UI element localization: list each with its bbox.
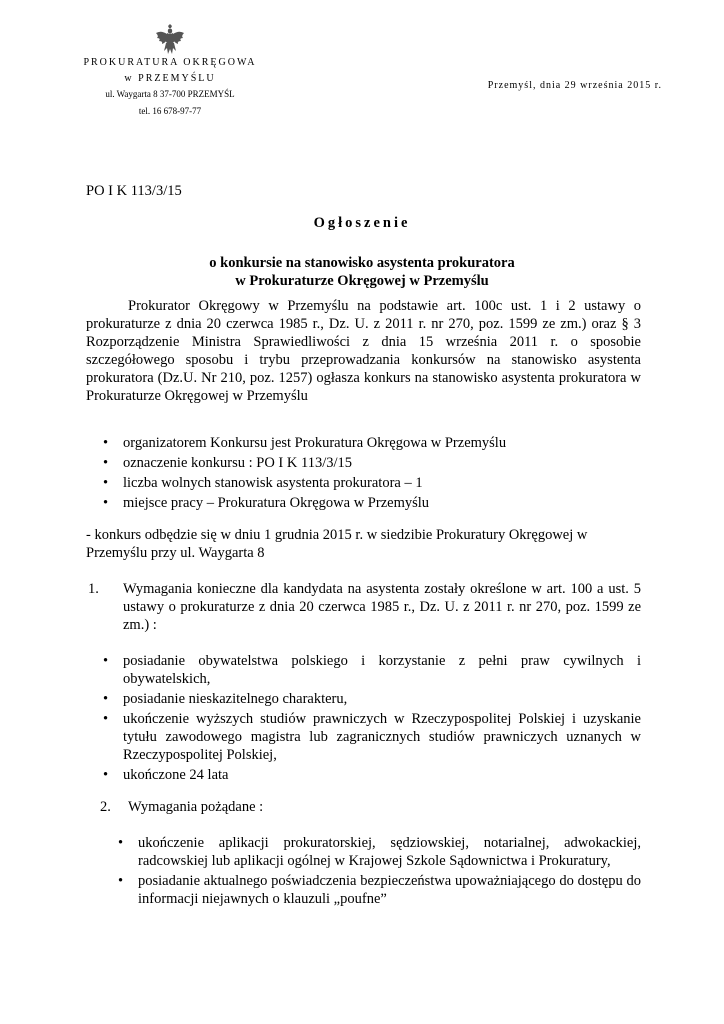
section1-heading: Wymagania konieczne dla kandydata na asystenta zostały określone w art. 100 a ust. 5 ustawy o prokuraturze z dnia 20 czerwca 1985 r., Dz. U. z 2011 r. nr 270, poz. 1599 ze zm.) : xyxy=(123,581,641,633)
list-item: • ukończenie aplikacji prokuratorskiej, sędziowskiej, notarialnej, adwokackiej, radcowskiej lub aplikacji ogólnej w Krajowej Szkole Sądownictwa i Prokuratury, xyxy=(138,834,641,870)
venue-text: - konkurs odbędzie się w dniu 1 grudnia 2015 r. w siedzibie Prokuratury Okręgowej w Przemyślu przy ul. Waygarta 8 xyxy=(86,527,588,561)
list-item: • organizatorem Konkursu jest Prokuratura Okręgowa w Przemyślu xyxy=(123,433,623,453)
section1-number: 1. xyxy=(88,581,99,597)
list-item: • posiadanie nieskazitelnego charakteru, xyxy=(123,690,641,708)
office-city: w PRZEMYŚLU xyxy=(124,73,216,84)
document-title: Ogłoszenie xyxy=(313,215,411,231)
office-address: ul. Waygarta 8 37-700 PRZEMYŚL xyxy=(105,89,235,99)
venue-paragraph xyxy=(86,526,641,562)
subtitle-line2: w Prokuraturze Okręgowej w Przemyślu xyxy=(235,273,489,289)
section2-heading: Wymagania pożądane : xyxy=(128,799,264,815)
document-date: Przemyśl, dnia 29 września 2015 r. xyxy=(487,80,662,91)
reference-number: PO I K 113/3/15 xyxy=(86,183,182,199)
list-item: • ukończenie wyższych studiów prawniczych w Rzeczypospolitej Polskiej i uzyskanie tytułu zawodowego magistra lub zagranicznych studiów prawniczych uznanych w Rzeczypospolitej Polskiej, xyxy=(123,710,641,764)
eagle-emblem-icon xyxy=(155,24,185,56)
intro-text: Prokurator Okręgowy w Przemyślu na podstawie art. 100c ust. 1 i 2 ustawy o prokuraturze z dnia 20 czerwca 1985 r., Dz. U. z 2011 r. nr 270, poz. 1599 ze zm.) oraz § 3 Rozporządzenie Ministra Sprawiedliwości z dnia 15 września 2011 r. o sposobie szczegółowego sposobu i trybu przeprowadzania konkursów na stanowisko asystenta prokuratora (Dz.U. Nr 210, poz. 1257) ogłasza konkurs na stanowisko asystenta prokuratora w Prokuraturze Okręgowej w Przemyślu xyxy=(86,298,641,404)
list-item: • posiadanie obywatelstwa polskiego i korzystanie z pełni praw cywilnych i obywatelskich, xyxy=(123,652,641,688)
list-item: • posiadanie aktualnego poświadczenia bezpieczeństwa upoważniającego do dostępu do informacji niejawnych o klauzuli „poufne” xyxy=(138,872,641,908)
office-name: PROKURATURA OKRĘGOWA xyxy=(83,57,257,68)
office-header xyxy=(60,55,280,120)
section1-list xyxy=(123,652,641,786)
list-item: • ukończone 24 lata xyxy=(123,766,641,784)
section2-number: 2. xyxy=(100,799,111,815)
subtitle-line1: o konkursie na stanowisko asystenta prokuratora xyxy=(209,255,515,271)
details-list xyxy=(123,433,623,513)
list-item: • oznaczenie konkursu : PO I K 113/3/15 xyxy=(123,453,623,473)
list-item: • miejsce pracy – Prokuratura Okręgowa w Przemyślu xyxy=(123,493,623,513)
section2-list xyxy=(138,834,641,910)
list-item: • liczba wolnych stanowisk asystenta prokuratora – 1 xyxy=(123,473,623,493)
intro-paragraph xyxy=(86,297,641,405)
document-subtitle xyxy=(0,254,724,290)
office-phone: tel. 16 678-97-77 xyxy=(138,106,202,116)
